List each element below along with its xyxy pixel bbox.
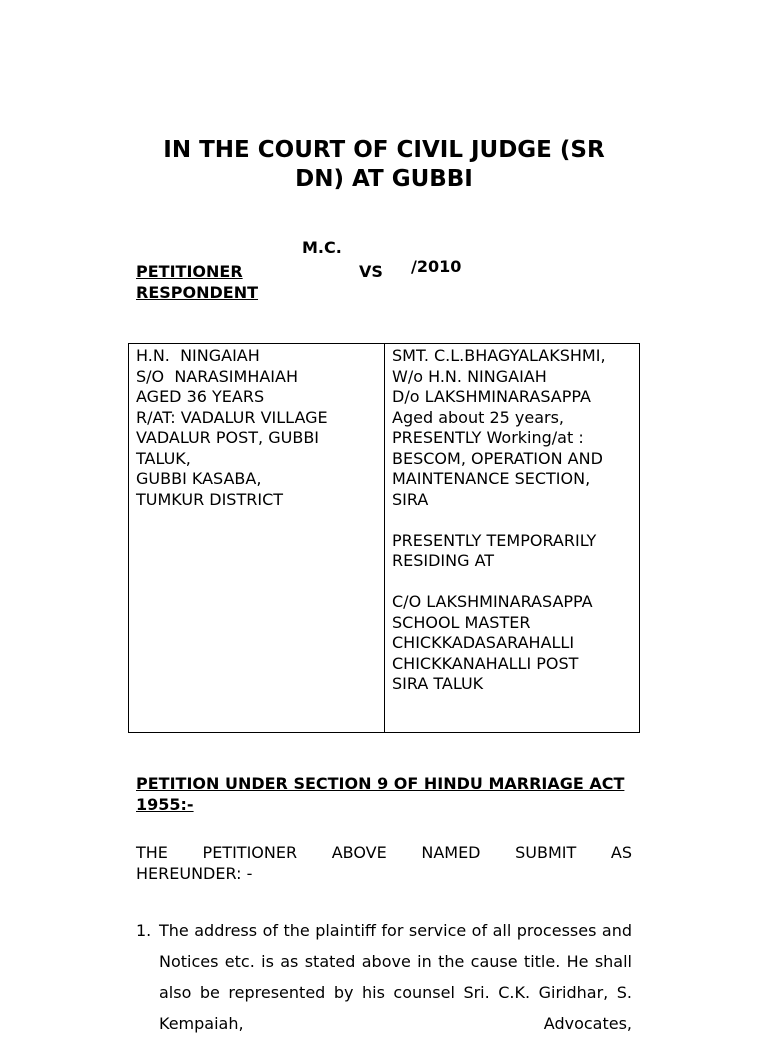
petitioner-line: VADALUR POST, GUBBI bbox=[136, 428, 320, 447]
respondent-line: C/O LAKSHMINARASAPPA bbox=[392, 592, 593, 611]
court-title: IN THE COURT OF CIVIL JUDGE (SR DN) AT GUBBI bbox=[163, 137, 605, 192]
petitioner-line: TUMKUR DISTRICT bbox=[136, 489, 284, 509]
respondent-line: W/o H.N. NINGAIAH bbox=[392, 366, 547, 386]
petitioner-line: S/O NARASIMHAIAH bbox=[136, 366, 298, 386]
respondent-line: RESIDING AT bbox=[392, 551, 495, 570]
respondent-label: RESPONDENT bbox=[136, 283, 259, 302]
petitioner-label: PETITIONER bbox=[136, 262, 243, 281]
intro-line-2: HEREUNDER: - bbox=[136, 863, 253, 883]
intro-line-1 bbox=[136, 843, 632, 864]
respondent-line: SCHOOL MASTER bbox=[392, 612, 531, 632]
petition-heading: PETITION UNDER SECTION 9 OF HINDU MARRIAGE ACT 1955:- bbox=[136, 774, 625, 814]
intro-word: AS bbox=[610, 843, 632, 862]
intro-word: SUBMIT bbox=[515, 843, 577, 862]
numbered-paragraph bbox=[136, 915, 632, 1039]
case-prefix: M.C. bbox=[302, 238, 342, 257]
respondent-line: SIRA bbox=[392, 489, 429, 509]
petitioner-cell bbox=[129, 344, 385, 733]
paragraph-number: 1. bbox=[136, 921, 152, 940]
case-year: /2010 bbox=[411, 257, 462, 276]
respondent-line: MAINTENANCE SECTION, bbox=[392, 469, 591, 488]
respondent-line: SMT. C.L.BHAGYALAKSHMI, bbox=[392, 346, 606, 365]
petitioner-line: TALUK, bbox=[136, 448, 191, 468]
respondent-cell bbox=[385, 344, 640, 733]
respondent-line: D/o LAKSHMINARASAPPA bbox=[392, 387, 591, 406]
intro-word: THE bbox=[136, 843, 168, 862]
intro-paragraph bbox=[136, 843, 632, 884]
respondent-line: Aged about 25 years, bbox=[392, 407, 564, 427]
versus-label: VS bbox=[359, 262, 383, 281]
blank-line bbox=[392, 510, 632, 531]
intro-word: ABOVE bbox=[331, 843, 387, 862]
parties-table bbox=[128, 343, 640, 733]
paragraph-text: The address of the plaintiff for service of all processes and Notices etc. is as stated above in the cause title. He shall also be represented by his counsel Sri. C.K. Giridhar, S. Kempaiah, Advocates, bbox=[159, 921, 632, 1033]
petitioner-line: H.N. NINGAIAH bbox=[136, 346, 260, 365]
respondent-line: CHICKKANAHALLI POST bbox=[392, 653, 579, 673]
intro-word: PETITIONER bbox=[202, 843, 298, 862]
parties-header bbox=[136, 261, 383, 303]
case-number bbox=[0, 219, 768, 295]
petitioner-line: R/AT: VADALUR VILLAGE bbox=[136, 407, 328, 427]
respondent-line: PRESENTLY Working/at : bbox=[392, 428, 584, 447]
respondent-line: BESCOM, OPERATION AND bbox=[392, 448, 603, 468]
respondent-line: SIRA TALUK bbox=[392, 674, 484, 693]
blank-line bbox=[392, 572, 632, 593]
petitioner-line: AGED 36 YEARS bbox=[136, 387, 265, 406]
respondent-line: PRESENTLY TEMPORARILY bbox=[392, 530, 597, 550]
petitioner-line: GUBBI KASABA, bbox=[136, 469, 262, 488]
respondent-line: CHICKKADASARAHALLI bbox=[392, 633, 575, 652]
intro-word: NAMED bbox=[421, 843, 481, 862]
